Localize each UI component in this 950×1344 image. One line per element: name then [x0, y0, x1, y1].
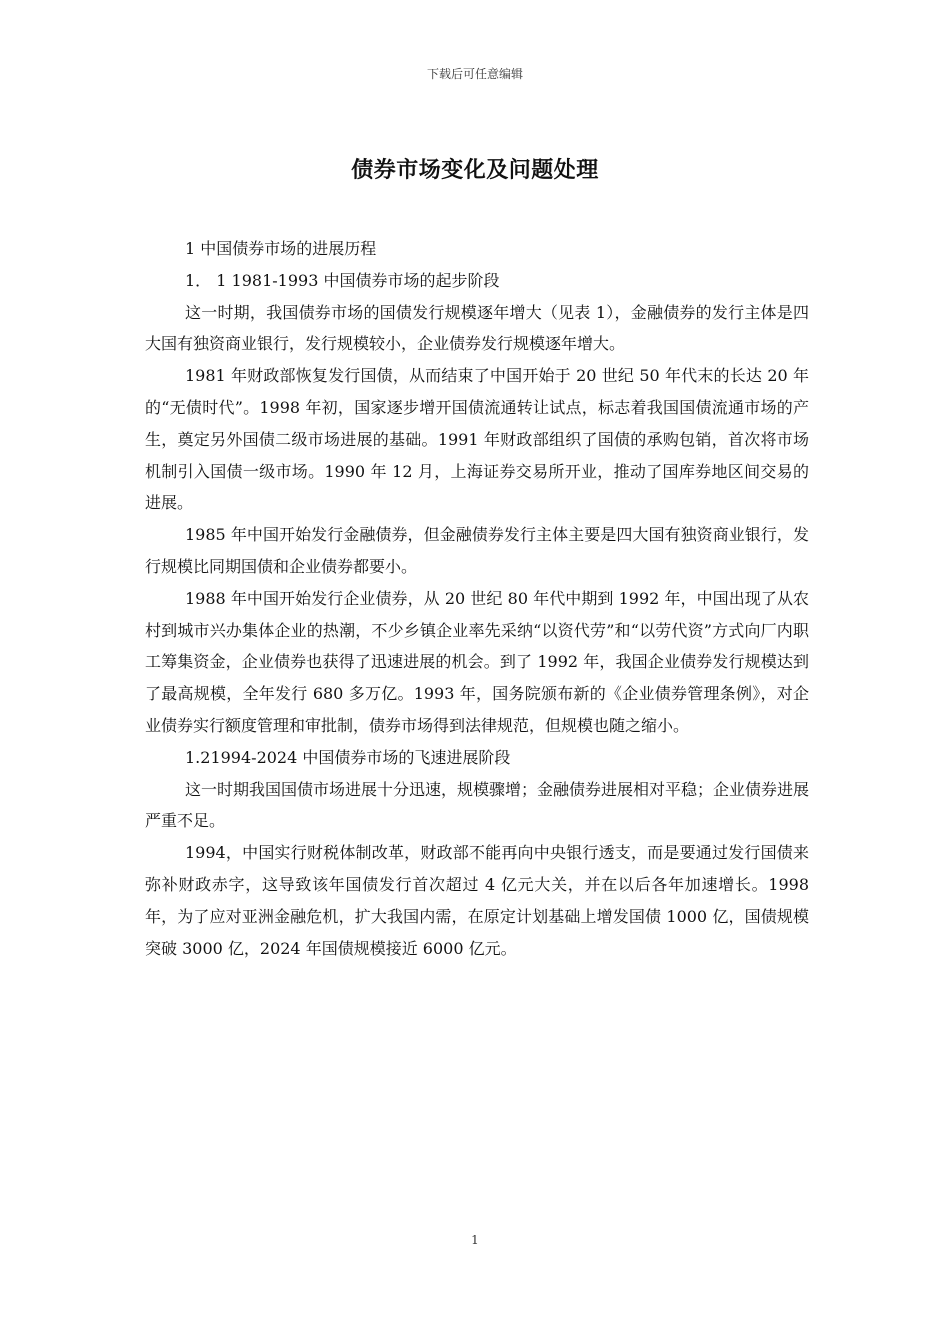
paragraph: 1994，中国实行财税体制改革，财政部不能再向中央银行透支，而是要通过发行国债来弥补财政赤字，这导致该年国债发行首次超过 4 亿元大关，并在以后各年加速增长。1998 年，为了应对亚洲金融危机，扩大我国内需，在原定计划基础上增发国债 1000 亿，国债规模突破 3000 亿，2024 年国债规模接近 6000 亿元。 [145, 843, 809, 958]
page-number: 1 [471, 1233, 479, 1247]
document-title: 债券市场变化及问题处理 [351, 157, 599, 183]
page-header: 下载后可任意编辑 [426, 67, 523, 81]
paragraph: 1981 年财政部恢复发行国债，从而结束了中国开始于 20 世纪 50 年代末的长达 20 年的“无债时代”。1998 年初，国家逐步增开国债流通转让试点，标志着我国国债流通市场的产生，奠定另外国债二级市场进展的基础。1991 年财政部组织了国债的承购包销，首次将市场机制引入国债一级市场。1990 年 12 月，上海证券交易所开业，推动了国库券地区间交易的进展。 [145, 366, 809, 513]
paragraph: 1985 年中国开始发行金融债券，但金融债券发行主体主要是四大国有独资商业银行，发行规模比同期国债和企业债券都要小。 [145, 525, 809, 576]
paragraph: 这一时期，我国债券市场的国债发行规模逐年增大（见表 1），金融债券的发行主体是四大国有独资商业银行，发行规模较小，企业债券发行规模逐年增大。 [145, 302, 809, 354]
paragraph: 1988 年中国开始发行企业债券，从 20 世纪 80 年代中期到 1992 年，中国出现了从农村到城市兴办集体企业的热潮，不少乡镇企业率先采纳“以资代劳”和“以劳代资”方式向厂内职工筹集资金，企业债券也获得了迅速进展的机会。到了 1992 年，我国企业债券发行规模达到了最高规模，全年发行 680 多万亿。1993 年，国务院颁布新的《企业债券管理条例》，对企业债券实行额度管理和审批制，债券市场得到法律规范，但规模也随之缩小。 [145, 588, 809, 735]
paragraph: 这一时期我国国债市场进展十分迅速，规模骤增；金融债券进展相对平稳；企业债券进展严重不足。 [145, 779, 810, 831]
subsection-heading-1-2: 1.21994-2024 中国债券市场的飞速进展阶段 [185, 747, 511, 767]
document-body [145, 233, 809, 964]
subsection-heading-1-1: 1． 1 1981-1993 中国债券市场的起步阶段 [185, 270, 500, 290]
section-heading-1: 1 中国债券市场的进展历程 [185, 239, 377, 258]
